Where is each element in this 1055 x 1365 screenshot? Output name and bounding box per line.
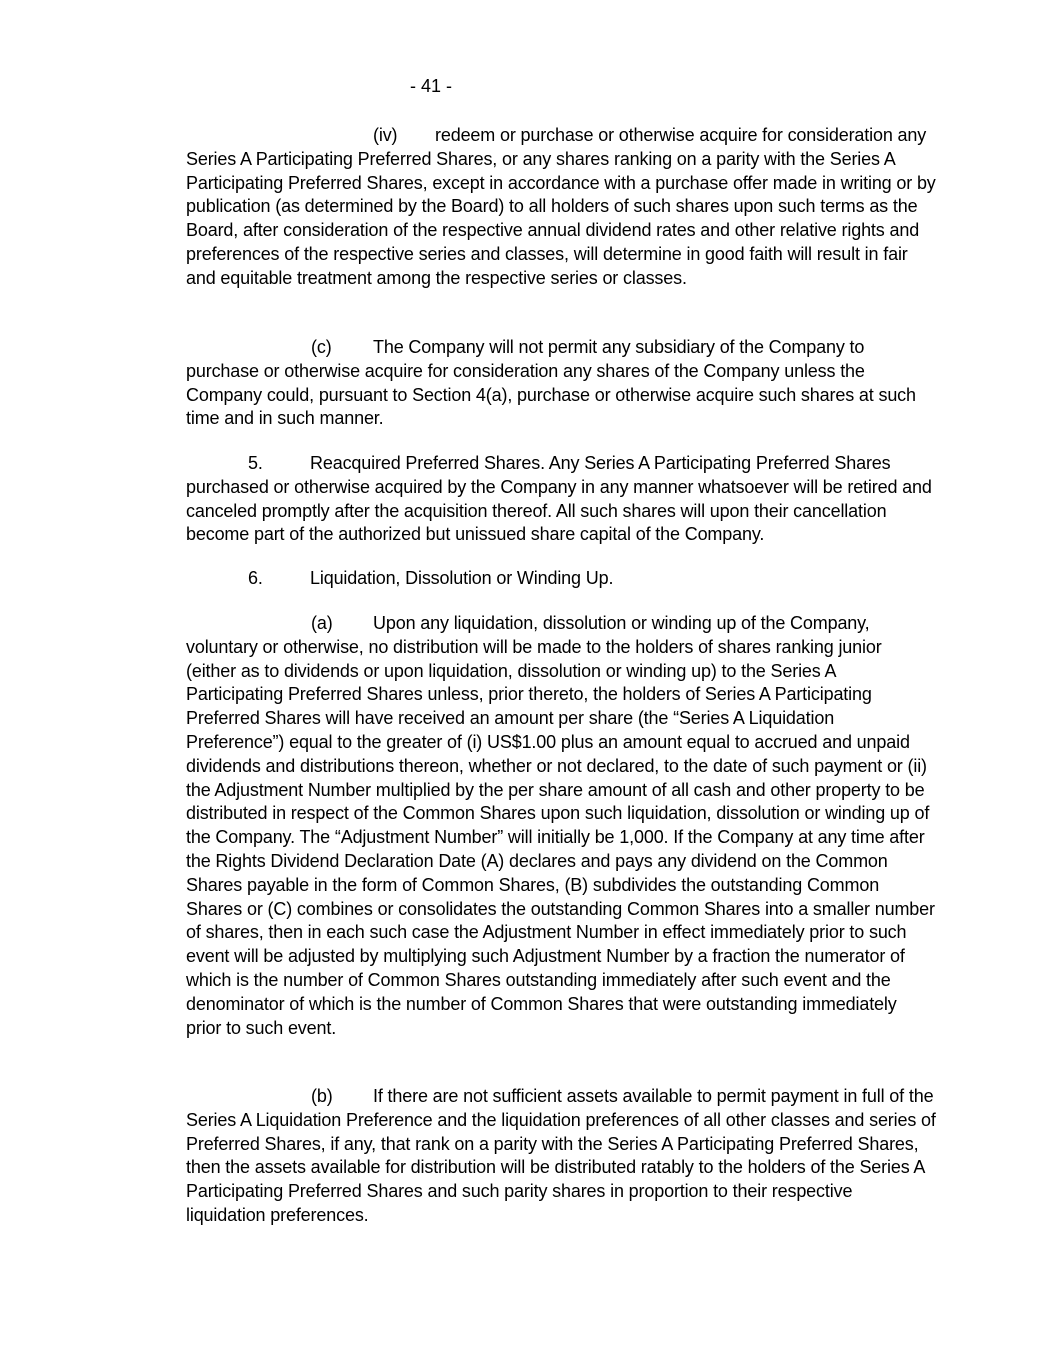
paragraph-a — [186, 612, 936, 1040]
paragraph-c — [186, 336, 936, 431]
section-6-heading — [186, 567, 936, 591]
paragraph-marker: (iv) — [373, 125, 398, 145]
paragraph-text: If there are not sufficient assets available to permit payment in full of the Series A Liquidation Preference and the liquidation preferences of all other classes and series of Preferred Shares, if any, that rank on a parity with the Series A Participating Preferred Shares, then the assets available for distribution will be distributed ratably to the holders of the Series A Participating Preferred Shares and such parity shares in proportion to their respective liquidation preferences. — [186, 1086, 936, 1225]
page-number: - 41 - — [409, 76, 452, 96]
section-5 — [186, 452, 936, 547]
paragraph-b — [186, 1085, 936, 1228]
paragraph-marker: (c) — [311, 337, 332, 357]
section-number: 5. — [248, 453, 263, 473]
paragraph-text: The Company will not permit any subsidiary of the Company to purchase or otherwise acquire for consideration any shares of the Company unless the Company could, pursuant to Section 4(a), purchase or otherwise acquire such shares at such time and in such manner. — [186, 337, 916, 429]
section-heading: Liquidation, Dissolution or Winding Up. — [310, 568, 614, 588]
paragraph-iv — [186, 124, 936, 291]
paragraph-text: redeem or purchase or otherwise acquire for consideration any Series A Participating Preferred Shares, or any shares ranking on a parity with the Series A Participating Preferred Shares, except in accordance with a purchase offer made in writing or by publication (as determined by the Board) to all holders of such shares upon such terms as the Board, after consideration of the respective annual dividend rates and other relative rights and preferences of the respective series and classes, will determine in good faith will result in fair and equitable treatment among the respective series or classes. — [186, 125, 936, 288]
paragraph-text: Upon any liquidation, dissolution or winding up of the Company, voluntary or otherwise, no distribution will be made to the holders of shares ranking junior (either as to dividends or upon liquidation, dissolution or winding up) to the Series A Participating Preferred Shares unless, prior thereto, the holders of Series A Participating Preferred Shares will have received an amount per share (the “Series A Liquidation Preference”) equal to the greater of (i) US$1.00 plus an amount equal to accrued and unpaid dividends and distributions thereon, whether or not declared, to the date of such payment or (ii) the Adjustment Number multiplied by the per share amount of all cash and other property to be distributed in respect of the Common Shares upon such liquidation, dissolution or winding up of the Company. The “Adjustment Number” will initially be 1,000. If the Company at any time after the Rights Dividend Declaration Date (A) declares and pays any dividend on the Common Shares payable in the form of Common Shares, (B) subdivides the outstanding Common Shares or (C) combines or consolidates the outstanding Common Shares into a smaller number of shares, then in each such case the Adjustment Number in effect immediately prior to such event will be adjusted by multiplying such Adjustment Number by a fraction the numerator of which is the number of Common Shares outstanding immediately after such event and the denominator of which is the number of Common Shares that were outstanding immediately prior to such event. — [186, 613, 935, 1038]
paragraph-marker: (a) — [311, 613, 333, 633]
paragraph-text: Reacquired Preferred Shares. Any Series A Participating Preferred Shares purchased or otherwise acquired by the Company in any manner whatsoever will be retired and canceled promptly after the acquisition thereof. All such shares will upon their cancellation become part of the authorized but unissued share capital of the Company. — [186, 453, 932, 545]
section-number: 6. — [248, 568, 263, 588]
paragraph-marker: (b) — [311, 1086, 333, 1106]
